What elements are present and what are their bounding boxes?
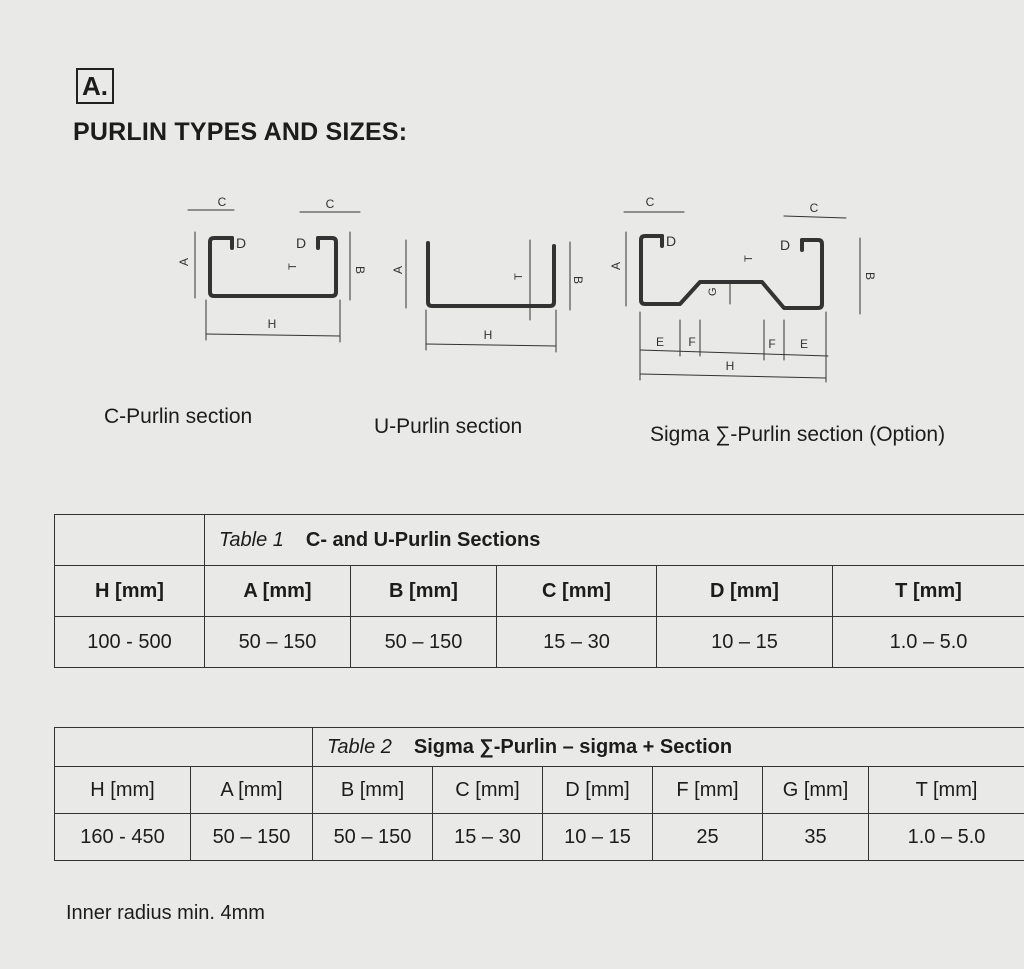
table-cell: 1.0 – 5.0 xyxy=(869,814,1024,861)
header-cell: G [mm] xyxy=(763,767,869,814)
table-cell: 160 - 450 xyxy=(55,814,191,861)
c-purlin-label-d-left: D xyxy=(236,235,247,251)
inner-radius-note: Inner radius min. 4mm xyxy=(66,902,265,924)
header-cell: B [mm] xyxy=(351,566,497,617)
sigma-label-h: H xyxy=(725,359,735,373)
table-row xyxy=(55,814,1024,861)
header-cell: A [mm] xyxy=(191,767,313,814)
table-cell: 15 – 30 xyxy=(433,814,543,861)
sigma-label-f-right: F xyxy=(768,337,776,351)
sigma-label-b: B xyxy=(863,272,877,281)
table-cell: 35 xyxy=(763,814,869,861)
table-cell: 50 – 150 xyxy=(191,814,313,861)
table-title-cell xyxy=(313,728,1024,767)
header-cell: D [mm] xyxy=(543,767,653,814)
u-purlin-label-t: T xyxy=(513,273,525,280)
c-purlin-left-profile xyxy=(210,238,232,296)
c-purlin-label-c-right: C xyxy=(325,197,335,211)
table-cell: 15 – 30 xyxy=(497,617,657,668)
sigma-label-f-left: F xyxy=(688,335,696,349)
sigma-label-c-left: C xyxy=(645,195,655,209)
header-cell: C [mm] xyxy=(497,566,657,617)
header-cell: A [mm] xyxy=(205,566,351,617)
c-purlin-label-c-left: C xyxy=(217,195,227,209)
header-cell: H [mm] xyxy=(55,767,191,814)
header-cell: H [mm] xyxy=(55,566,205,617)
sigma-label-g: G xyxy=(707,287,719,296)
table-title-row xyxy=(55,515,1024,566)
c-purlin-caption: C-Purlin section xyxy=(104,405,253,428)
header-cell: T [mm] xyxy=(869,767,1024,814)
sigma-label-a: A xyxy=(609,261,623,270)
u-purlin-label-h: H xyxy=(483,328,493,342)
sigma-label-e-left: E xyxy=(655,335,665,349)
table-title-empty-cell xyxy=(55,728,313,767)
table-cell: 50 – 150 xyxy=(351,617,497,668)
u-purlin-label-b: B xyxy=(571,276,585,285)
c-purlin-label-h: H xyxy=(267,317,277,331)
c-purlin-label-d-right: D xyxy=(296,235,307,251)
u-purlin-caption: U-Purlin section xyxy=(374,415,523,438)
purlin-diagrams xyxy=(0,180,1024,400)
table-header-row xyxy=(55,767,1024,814)
table-title-empty-cell xyxy=(55,515,205,566)
table-header-row xyxy=(55,566,1024,617)
table-sigma-purlin xyxy=(54,727,1024,861)
sigma-label-e-right: E xyxy=(799,337,809,351)
header-cell: F [mm] xyxy=(653,767,763,814)
sigma-label-d-left: D xyxy=(666,233,677,249)
u-purlin-label-a: A xyxy=(391,265,405,274)
section-letter-box xyxy=(76,68,114,104)
sigma-label-c-right: C xyxy=(809,201,819,215)
table-cell: 50 – 150 xyxy=(313,814,433,861)
table-cell: 50 – 150 xyxy=(205,617,351,668)
header-cell: D [mm] xyxy=(657,566,833,617)
table-title-row xyxy=(55,728,1024,767)
table-cell: 10 – 15 xyxy=(543,814,653,861)
header-cell: T [mm] xyxy=(833,566,1024,617)
u-purlin-profile xyxy=(428,243,554,306)
c-purlin-label-a: A xyxy=(177,257,191,266)
table-title: Sigma ∑-Purlin – sigma + Section xyxy=(413,735,733,758)
table-title-cell xyxy=(205,515,1024,566)
header-cell: B [mm] xyxy=(313,767,433,814)
c-purlin-label-t: T xyxy=(287,263,299,270)
c-purlin-label-b: B xyxy=(353,266,367,275)
header-cell: C [mm] xyxy=(433,767,543,814)
section-letter: A. xyxy=(82,70,108,101)
table-row xyxy=(55,617,1024,668)
page-heading: PURLIN TYPES AND SIZES: xyxy=(73,118,408,146)
table-c-u-purlin xyxy=(54,514,1024,668)
table-number: Table 1 xyxy=(219,528,284,551)
table-cell: 100 - 500 xyxy=(55,617,205,668)
sigma-purlin-caption: Sigma ∑-Purlin section (Option) xyxy=(650,423,946,446)
table-number: Table 2 xyxy=(327,735,392,758)
table-cell: 1.0 – 5.0 xyxy=(833,617,1024,668)
table-cell: 10 – 15 xyxy=(657,617,833,668)
table-cell: 25 xyxy=(653,814,763,861)
sigma-label-d-right: D xyxy=(780,237,791,253)
sigma-label-t: T xyxy=(743,255,755,262)
table-title: C- and U-Purlin Sections xyxy=(305,528,541,551)
